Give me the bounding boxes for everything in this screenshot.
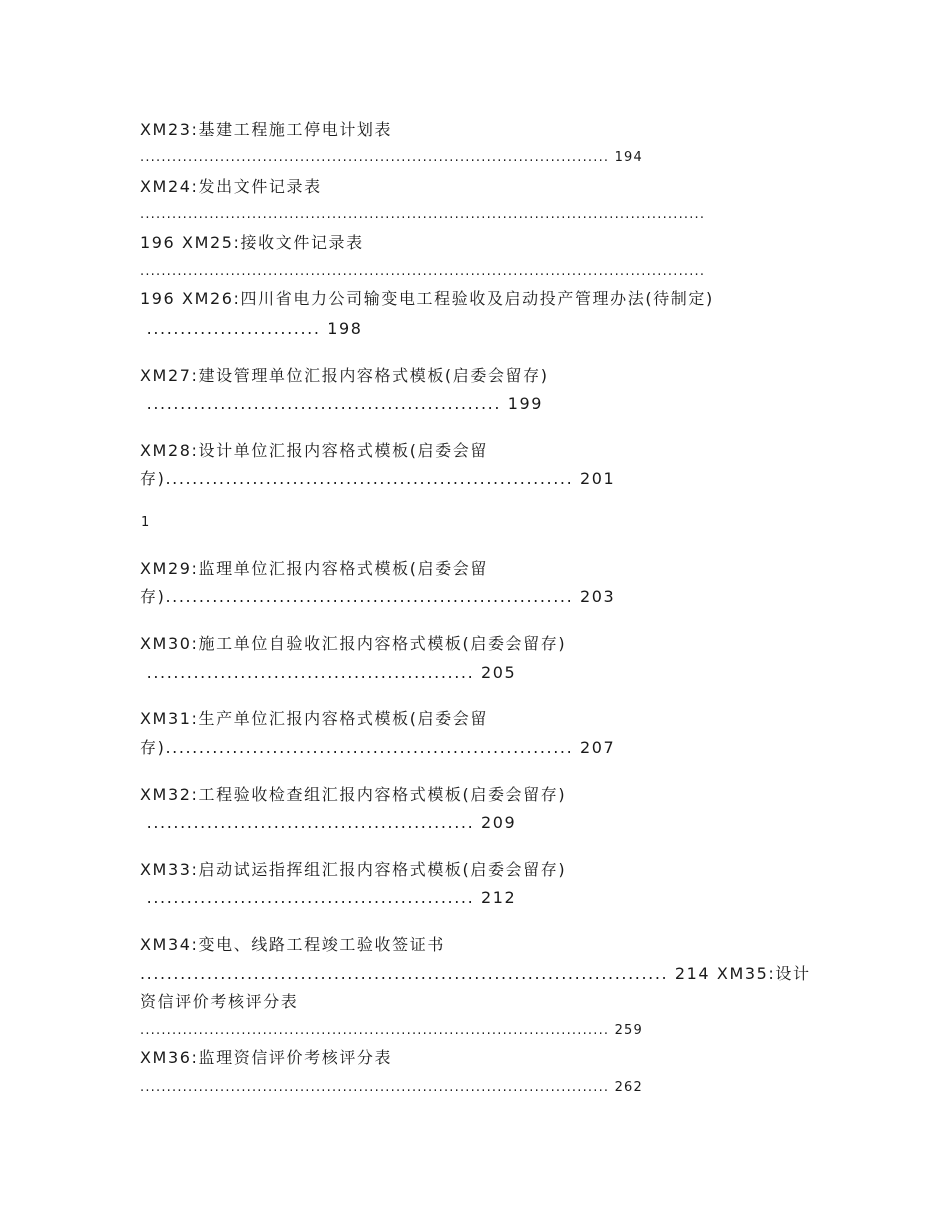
toc-entry-xm28-leader: 存)............................................................. 201: [140, 469, 616, 488]
toc-entry-xm34-leader: ............................................................................... 214 XM35:设计: [140, 964, 811, 983]
toc-entry-xm29-leader: 存)............................................................. 203: [140, 587, 616, 606]
toc-entry-xm24-leader: ..........................................................................................................: [140, 207, 706, 222]
toc-entry-xm35-leader: ........................................................................................ 259: [140, 1023, 643, 1038]
toc-entry-xm26-title: 196 XM26:四川省电力公司输变电工程验收及启动投产管理办法(待制定): [140, 289, 714, 308]
toc-entry-xm24-title: XM24:发出文件记录表: [140, 177, 322, 196]
toc-entry-xm28-title: XM28:设计单位汇报内容格式模板(启委会留: [140, 441, 488, 460]
toc-entry-xm35-title: 资信评价考核评分表: [140, 992, 299, 1011]
toc-entry-xm32-leader: ................................................. 209: [140, 813, 517, 832]
toc-entry-xm29-title: XM29:监理单位汇报内容格式模板(启委会留: [140, 559, 488, 578]
toc-entry-xm31-title: XM31:生产单位汇报内容格式模板(启委会留: [140, 709, 488, 728]
toc-entry-xm23-leader: ........................................................................................ 194: [140, 150, 643, 165]
toc-entry-xm33-leader: ................................................. 212: [140, 888, 517, 907]
toc-entry-xm33-title: XM33:启动试运指挥组汇报内容格式模板(启委会留存): [140, 860, 567, 879]
toc-entry-xm36-title: XM36:监理资信评价考核评分表: [140, 1048, 393, 1067]
toc-entry-xm36-leader: ........................................................................................ 262: [140, 1080, 643, 1095]
toc-entry-xm23-title: XM23:基建工程施工停电计划表: [140, 120, 393, 139]
toc-entry-xm31-leader: 存)............................................................. 207: [140, 738, 616, 757]
toc-entry-xm32-title: XM32:工程验收检查组汇报内容格式模板(启委会留存): [140, 785, 567, 804]
toc-entry-xm30-title: XM30:施工单位自验收汇报内容格式模板(启委会留存): [140, 634, 567, 653]
toc-entry-xm27-title: XM27:建设管理单位汇报内容格式模板(启委会留存): [140, 366, 549, 385]
toc-entry-xm26-leader: .......................... 198: [140, 319, 363, 338]
toc-entry-xm25-leader: ..........................................................................................................: [140, 264, 706, 279]
toc-entry-xm27-leader: ..................................................... 199: [140, 394, 544, 413]
page-number: 1: [141, 515, 150, 530]
toc-entry-xm30-leader: ................................................. 205: [140, 663, 517, 682]
toc-entry-xm34-title: XM34:变电、线路工程竣工验收签证书: [140, 935, 445, 954]
toc-entry-xm25-title: 196 XM25:接收文件记录表: [140, 233, 364, 252]
